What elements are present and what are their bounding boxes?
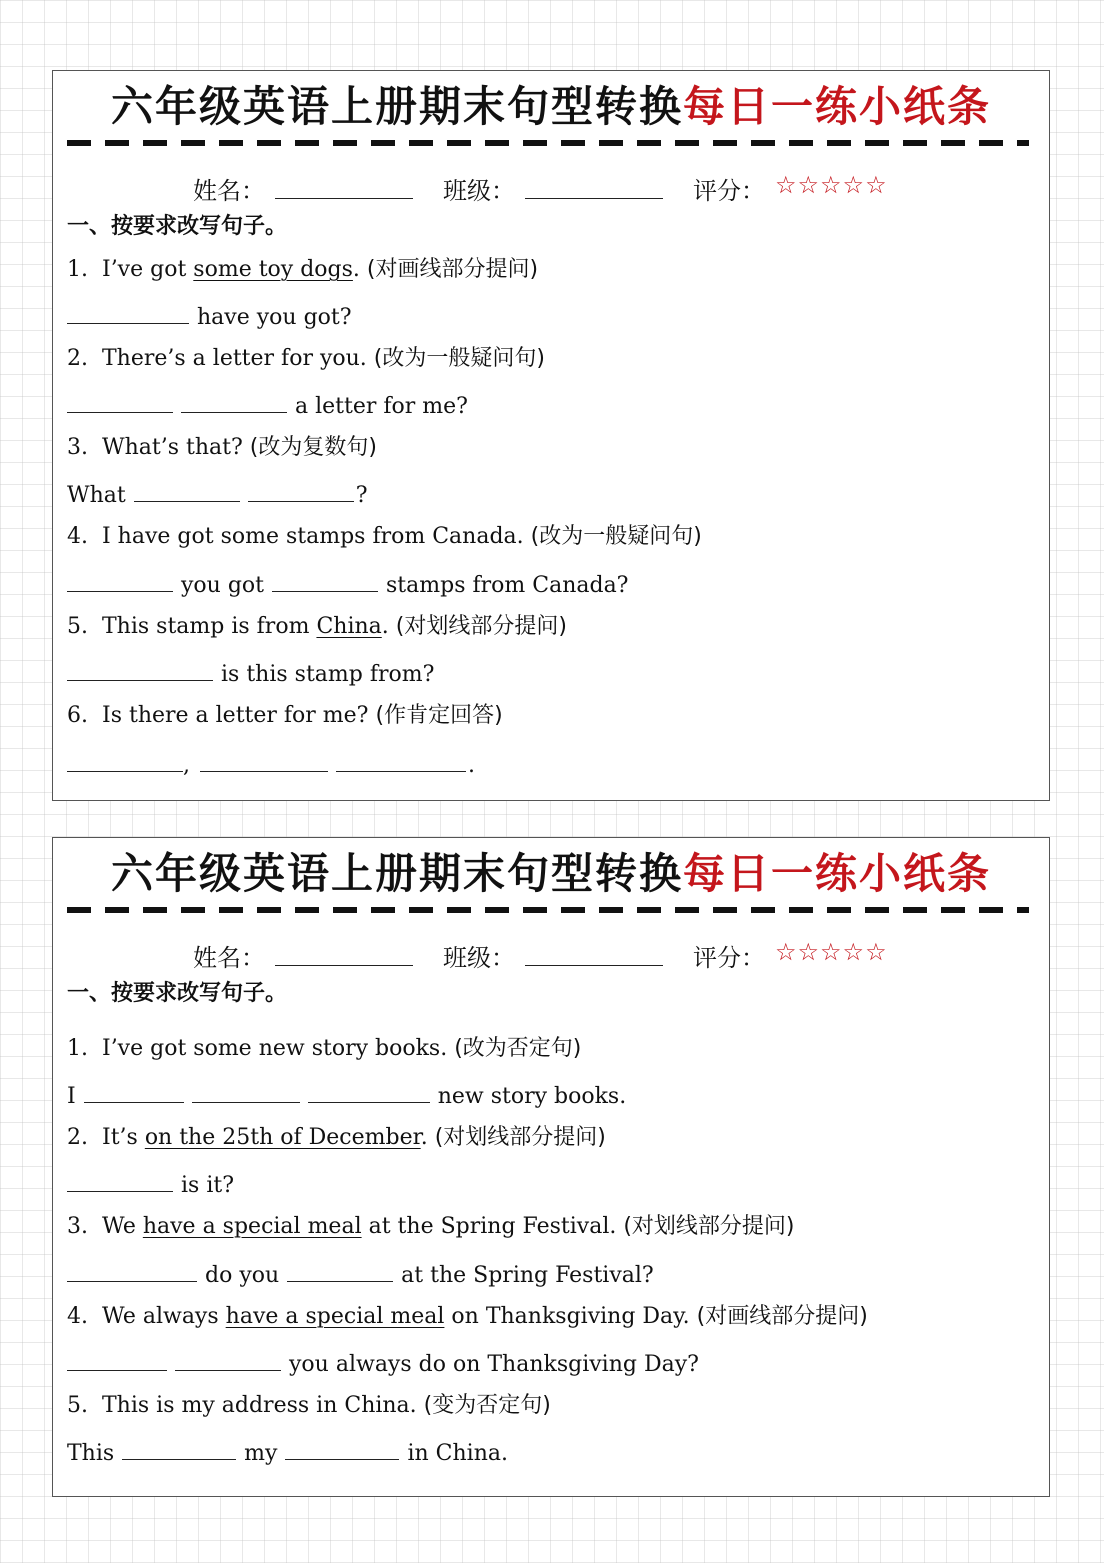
answer-blank[interactable] [200,747,328,772]
question-number: 5. [67,614,88,639]
answer-text: you got [181,573,265,598]
student-info-row [53,167,1049,207]
question-number: 1. [67,1036,88,1061]
instruction-hint: (对画线部分提问) [366,257,539,282]
answer-text: is this stamp from? [221,662,435,687]
question-text-end: . [381,614,396,639]
question-text-end: . [420,1125,435,1150]
name-label: 姓名： [193,944,265,972]
card-title [53,846,1049,902]
question-text: This stamp is from [102,614,317,639]
dashed-divider [67,140,1029,146]
question-number: 2. [67,1125,88,1150]
answer-blank[interactable] [308,1078,430,1103]
title-black-part: 六年级英语上册期末句型转换 [110,849,683,898]
question-4 [67,521,702,553]
answer-blank[interactable] [287,1257,393,1282]
question-1 [67,254,538,286]
question-text: We always [102,1304,226,1329]
answer-text: do you [205,1263,280,1288]
worksheet-card-1 [52,70,1050,801]
answer-blank[interactable] [122,1435,236,1460]
instruction-hint: (对划线部分提问) [434,1125,606,1150]
question-number: 1. [67,257,88,282]
title-red-part: 每日一练小纸条 [683,849,992,898]
instruction-hint: (对画线部分提问) [696,1304,868,1329]
answer-blank[interactable] [67,747,183,772]
question-text-end: . [352,257,367,282]
answer-blank[interactable] [67,299,189,324]
answer-3 [67,477,368,509]
answer-6 [67,747,475,779]
answer-3 [67,1257,654,1289]
question-2 [67,343,545,375]
question-text: This is my address in China. [102,1393,424,1418]
instruction-hint: (对划线部分提问) [395,614,567,639]
answer-text: have you got? [197,305,352,330]
answer-4 [67,1346,699,1378]
question-4 [67,1301,868,1333]
answer-blank[interactable] [181,388,287,413]
answer-blank[interactable] [67,388,173,413]
title-red-part: 每日一练小纸条 [683,82,992,131]
answer-4 [67,567,628,599]
question-5 [67,611,567,643]
answer-text: you always do on Thanksgiving Day? [289,1352,699,1377]
answer-text: I [67,1084,76,1109]
question-text: What’s that? [102,435,250,460]
question-2 [67,1122,606,1154]
question-text: We [102,1214,143,1239]
question-5 [67,1390,551,1422]
question-number: 4. [67,524,88,549]
answer-blank[interactable] [67,656,213,681]
instruction-hint: (改为否定句) [454,1036,582,1061]
underlined-part: some toy dogs [193,257,353,282]
answer-text: is it? [181,1173,234,1198]
instruction-hint: (改为一般疑问句) [373,346,545,371]
question-text: I have got some stamps from Canada. [102,524,531,549]
answer-blank[interactable] [285,1435,399,1460]
question-number: 2. [67,346,88,371]
answer-text-mid: my [244,1441,278,1466]
question-text: Is there a letter for me? [102,703,376,728]
name-blank[interactable] [275,965,413,966]
instruction-hint: (作肯定回答) [375,703,503,728]
question-number: 4. [67,1304,88,1329]
answer-2 [67,388,468,420]
answer-blank[interactable] [192,1078,300,1103]
answer-text-end: in China. [407,1441,508,1466]
answer-text-end: ? [355,483,368,508]
score-label: 评分： [693,944,765,972]
score-stars[interactable]: ☆☆☆☆☆ [775,938,888,966]
class-blank[interactable] [525,198,663,199]
answer-blank[interactable] [336,747,466,772]
title-black-part: 六年级英语上册期末句型转换 [110,82,683,131]
answer-text: a letter for me? [295,394,468,419]
answer-text: This [67,1441,115,1466]
dashed-divider [67,907,1029,913]
question-text: There’s a letter for you. [102,346,374,371]
underlined-part: have a special meal [225,1304,445,1329]
score-stars[interactable]: ☆☆☆☆☆ [775,171,888,199]
question-text: I’ve got some new story books. [102,1036,455,1061]
answer-5 [67,656,434,688]
question-text: I’ve got [102,257,194,282]
question-3 [67,432,377,464]
answer-5 [67,1435,508,1467]
question-text-end: at the Spring Festival. [361,1214,624,1239]
question-6 [67,700,503,732]
answer-comma: , [183,753,190,778]
answer-text-end: new story books. [437,1084,627,1109]
instruction-hint: (变为否定句) [423,1393,551,1418]
answer-blank[interactable] [67,1346,167,1371]
question-1 [67,1033,581,1065]
question-number: 6. [67,703,88,728]
class-label: 班级： [443,944,515,972]
question-text-end: on Thanksgiving Day. [444,1304,697,1329]
answer-1 [67,1078,626,1110]
question-number: 5. [67,1393,88,1418]
answer-period: . [468,753,475,778]
answer-blank[interactable] [248,477,354,502]
score-label: 评分： [693,177,765,205]
underlined-part: have a special meal [142,1214,362,1239]
class-label: 班级： [443,177,515,205]
answer-blank[interactable] [272,567,378,592]
answer-blank[interactable] [134,477,240,502]
section-heading: 一、按要求改写句子。 [67,214,288,239]
answer-blank[interactable] [175,1346,281,1371]
answer-text: What [67,483,126,508]
instruction-hint: (对划线部分提问) [623,1214,795,1239]
question-number: 3. [67,435,88,460]
underlined-part: China [316,614,382,639]
section-heading: 一、按要求改写句子。 [67,981,288,1006]
class-blank[interactable] [525,965,663,966]
answer-blank[interactable] [84,1078,184,1103]
student-info-row [53,934,1049,974]
question-number: 3. [67,1214,88,1239]
underlined-part: on the 25th of December [144,1125,421,1150]
worksheet-card-2 [52,837,1050,1497]
question-3 [67,1211,795,1243]
instruction-hint: (改为一般疑问句) [530,524,702,549]
answer-blank[interactable] [67,1257,197,1282]
answer-blank[interactable] [67,1167,173,1192]
answer-1 [67,299,352,331]
name-label: 姓名： [193,177,265,205]
card-title [53,79,1049,135]
answer-text-end: at the Spring Festival? [401,1263,654,1288]
instruction-hint: (改为复数句) [249,435,377,460]
answer-text-end: stamps from Canada? [386,573,629,598]
answer-2 [67,1167,234,1199]
name-blank[interactable] [275,198,413,199]
answer-blank[interactable] [67,567,173,592]
question-text: It’s [102,1125,145,1150]
